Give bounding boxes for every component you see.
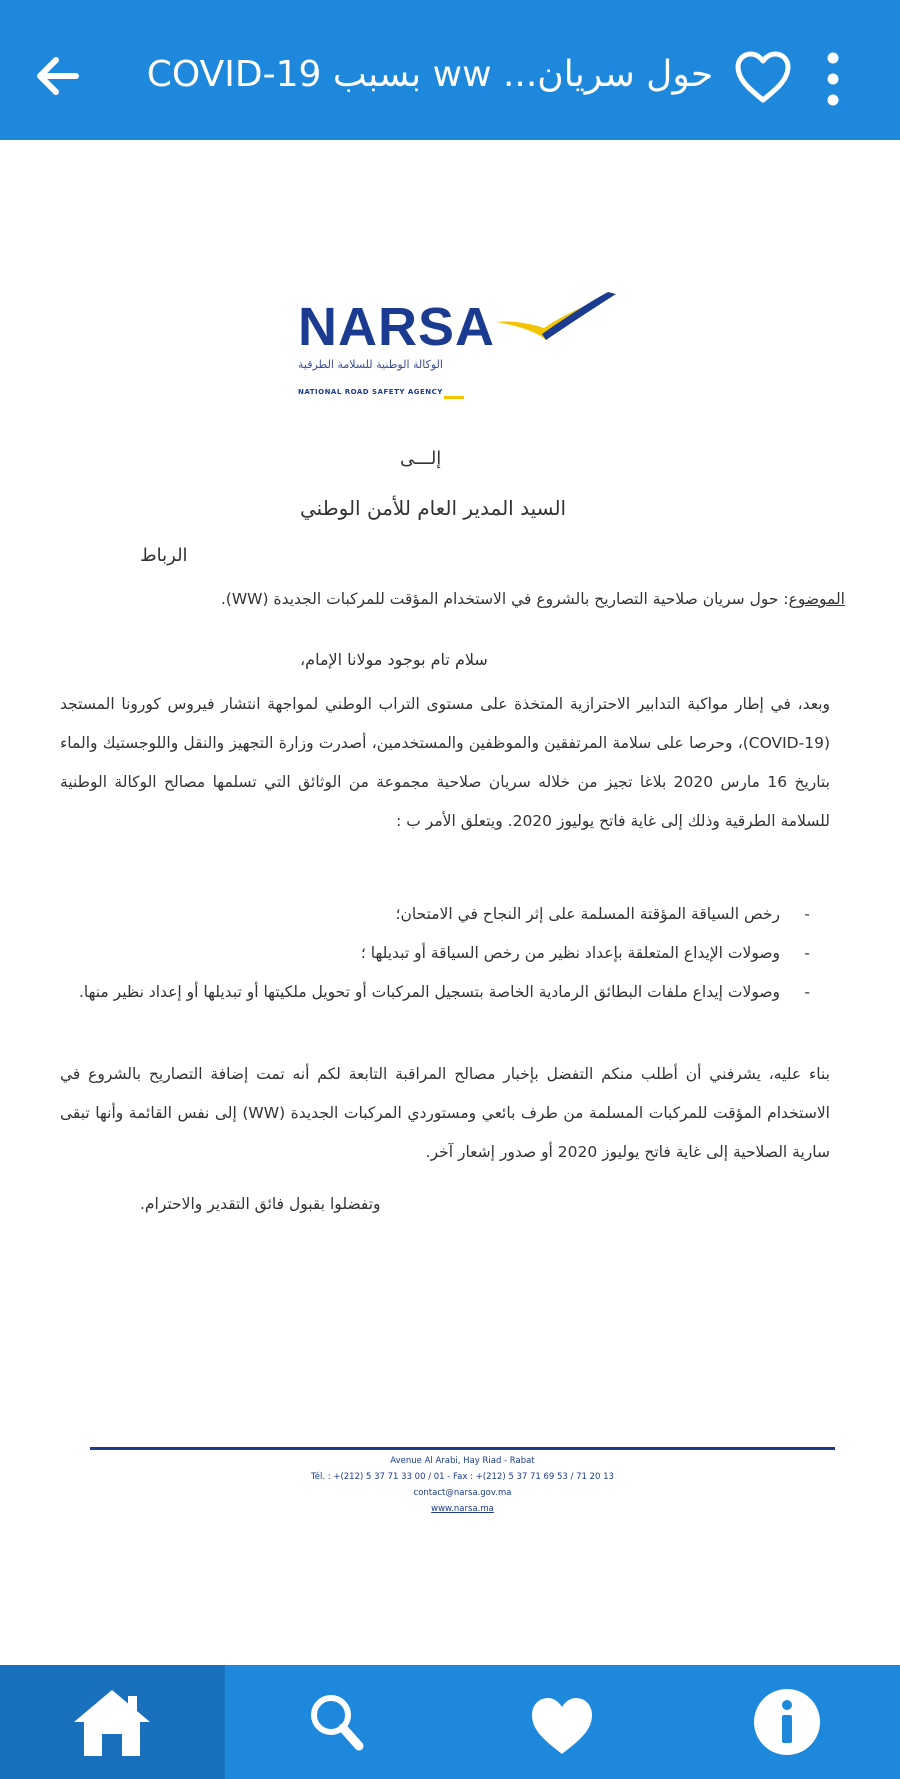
search-icon	[287, 1682, 387, 1762]
subject-line	[60, 590, 845, 608]
bottom-navigation	[0, 1665, 900, 1779]
paragraph-intro: وبعد، في إطار مواكبة التدابير الاحترازية المتخذة على مستوى التراب الوطني لمواجهة انتشار فيروس كورونا المستجد (COVID-19)، وحرصا على سلامة المرتفقين والموظفين والمستخدمين، أصدرت وزارة التجهيز والنقل واللوجستيك والماء بتاريخ 16 مارس 2020 بلاغا تجيز من خلاله سريان صلاحية مجموعة من الوثائق التي تسلمها مصالح الوكالة الوطنية للسلامة الطرقية وذلك إلى غاية فاتح يوليوز 2020. ويتعلق الأمر ب :	[60, 695, 830, 830]
narsa-logo	[290, 288, 630, 413]
nav-info[interactable]	[675, 1665, 900, 1779]
nav-favorites[interactable]	[450, 1665, 675, 1779]
paragraph-request: بناء عليه، يشرفني أن أطلب منكم التفضل بإخبار مصالح المراقبة التابعة لكم أنه تمت إضافة التصاريح بالشروع في الاستخدام المؤقت للمركبات المسلمة من طرف بائعي ومستوردي المركبات الجديدة (WW) إلى نفس القائمة وأنها تبقى سارية الصلاحية إلى غاية فاتح يوليوز 2020 أو صدور إشعار آخر.	[60, 1065, 830, 1161]
footer-phone: Tél. : +(212) 5 37 71 33 00 / 01 - Fax : +(212) 5 37 71 69 53 / 71 20 13	[311, 1472, 614, 1482]
closing: وتفضلوا بقبول فائق التقدير والاحترام.	[140, 1195, 381, 1213]
subject-text: : حول سريان صلاحية التصاريح بالشروع في الاستخدام المؤقت للمركبات الجديدة (WW).	[220, 590, 789, 608]
footer-address: Avenue Al Arabi, Hay Riad - Rabat	[390, 1456, 535, 1466]
home-icon	[62, 1682, 162, 1762]
heart-icon	[512, 1682, 612, 1762]
heart-outline-icon	[730, 44, 796, 110]
subject-label: الموضوع	[788, 590, 845, 608]
top-app-bar	[0, 0, 900, 140]
addressee-prefix: إلـــى	[400, 448, 442, 469]
list-item: - رخص السياقة المؤقتة المسلمة على إثر النجاح في الامتحان؛	[60, 895, 780, 934]
nav-home[interactable]	[0, 1665, 225, 1779]
documents-list	[60, 895, 780, 1012]
footer-email: contact@narsa.gov.ma	[413, 1488, 512, 1498]
list-item: - وصولات إيداع ملفات البطائق الرمادية الخاصة بتسجيل المركبات أو تحويل ملكيتها أو تبديلها أو إعداد نظير منها.	[60, 973, 780, 1012]
info-icon	[737, 1682, 837, 1762]
favorite-button[interactable]	[730, 44, 796, 110]
city: الرباط	[140, 545, 188, 566]
footer-divider	[90, 1447, 835, 1450]
nav-search[interactable]	[225, 1665, 450, 1779]
more-vertical-icon	[815, 46, 851, 112]
document-view[interactable]	[0, 140, 900, 1665]
logo-subtitle-ar: الوكالة الوطنية للسلامة الطرقية	[298, 358, 443, 371]
arrow-left-icon	[28, 46, 88, 106]
more-options-button[interactable]	[815, 46, 851, 112]
back-button[interactable]	[28, 46, 88, 106]
greeting: سلام تام بوجود مولانا الإمام،	[300, 650, 488, 669]
page-title: حول سريان... ww بسبب COVID-19	[146, 54, 714, 95]
list-item: - وصولات الإيداع المتعلقة بإعداد نظير من رخص السياقة أو تبديلها ؛	[60, 934, 780, 973]
recipient: السيد المدير العام للأمن الوطني	[300, 496, 567, 520]
footer-website: www.narsa.ma	[431, 1504, 494, 1514]
logo-subtitle-en: NATIONAL ROAD SAFETY AGENCY	[298, 388, 443, 396]
logo-wordmark: NARSA	[298, 297, 496, 357]
